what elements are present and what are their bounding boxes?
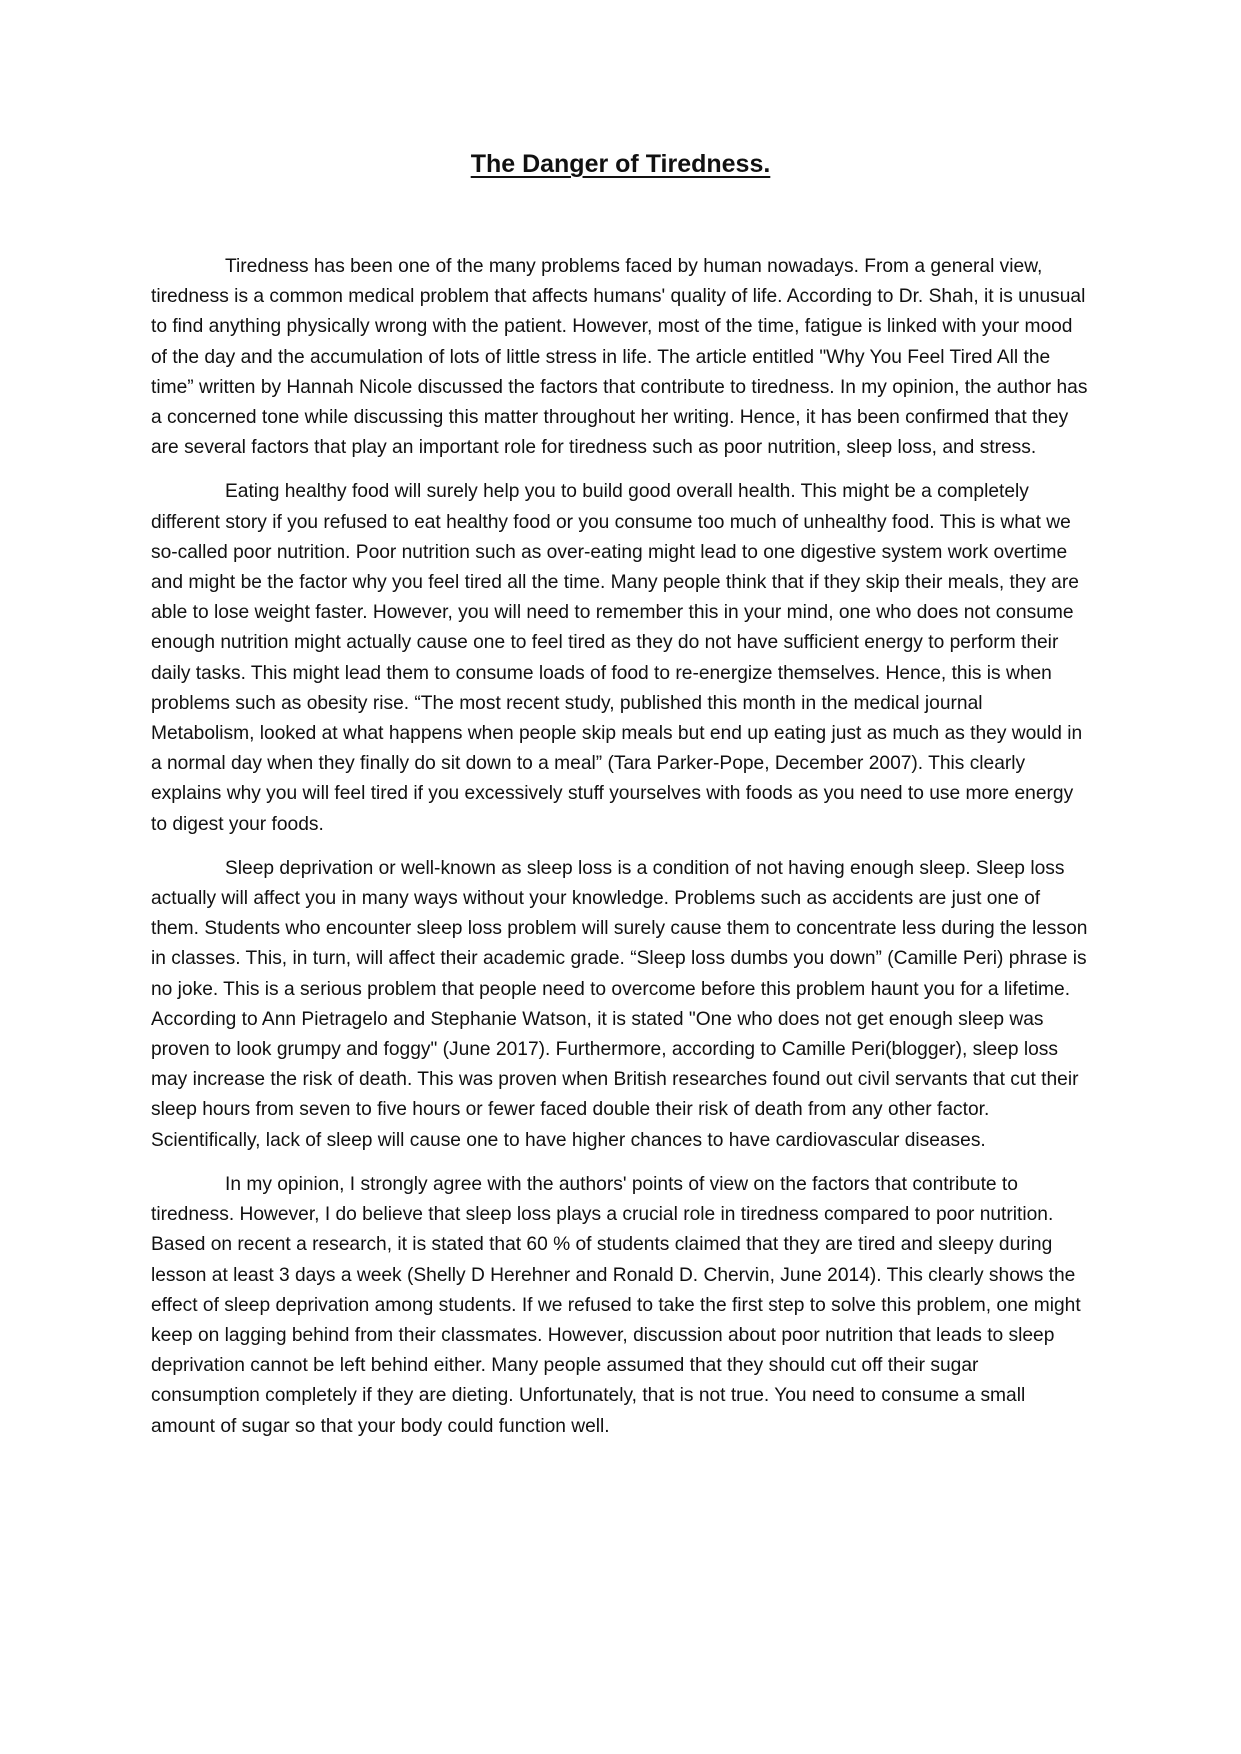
paragraph-poor-nutrition: Eating healthy food will surely help you to build good overall health. This might be a completely different story if you refused to eat healthy food or you consume too much of unhealthy food. This is what we so-called poor nutrition. Poor nutrition such as over-eating might lead to one digestive system work overtime and might be the factor why you feel tired all the time. Many people think that if they skip their meals, they are able to lose weight faster. However, you will need to remember this in your mind, one who does not consume enough nutrition might actually cause one to feel tired as they do not have sufficient energy to perform their daily tasks. This might lead them to consume loads of food to re-energize themselves. Hence, this is when problems such as obesity rise. “The most recent study, published this month in the medical journal Metabolism, looked at what happens when people skip meals but end up eating just as much as they would in a normal day when they finally do sit down to a meal” (Tara Parker-Pope, December 2007). This clearly explains why you will feel tired if you excessively stuff yourselves with foods as you need to use more energy to digest your foods. bbox=[151, 481, 1083, 835]
paragraph-opinion: In my opinion, I strongly agree with the authors' points of view on the factors that contribute to tiredness. However, I do believe that sleep loss plays a crucial role in tiredness compared to poor nutrition. Based on recent a research, it is stated that 60 % of students claimed that they are tired and sleepy during lesson at least 3 days a week (Shelly D Herehner and Ronald D. Chervin, June 2014). This clearly shows the effect of sleep deprivation among students. If we refused to take the first step to solve this problem, one might keep on lagging behind from their classmates. However, discussion about poor nutrition that leads to sleep deprivation cannot be left behind either. Many people assumed that they should cut off their sugar consumption completely if they are dieting. Unfortunately, that is not true. You need to consume a small amount of sugar so that your body could function well. bbox=[151, 1173, 1081, 1437]
document-body bbox=[151, 252, 1091, 1456]
paragraph-sleep-loss: Sleep deprivation or well-known as sleep loss is a condition of not having enough sleep. Sleep loss actually will affect you in many ways without your knowledge. Problems such as accidents are just one of them. Students who encounter sleep loss problem will surely cause them to concentrate less during the lesson in classes. This, in turn, will affect their academic grade. “Sleep loss dumbs you down” (Camille Peri) phrase is no joke. This is a serious problem that people need to overcome before this problem haunt you for a lifetime. According to Ann Pietragelo and Stephanie Watson, it is stated "One who does not get enough sleep was proven to look grumpy and foggy" (June 2017). Furthermore, according to Camille Peri(blogger), sleep loss may increase the risk of death. This was proven when British researches found out civil servants that cut their sleep hours from seven to five hours or fewer faced double their risk of death from any other factor. Scientifically, lack of sleep will cause one to have higher chances to have cardiovascular diseases. bbox=[151, 857, 1088, 1151]
document-title: The Danger of Tiredness. bbox=[470, 150, 771, 178]
paragraph-intro: Tiredness has been one of the many problems faced by human nowadays. From a general view, tiredness is a common medical problem that affects humans' quality of life. According to Dr. Shah, it is unusual to find anything physically wrong with the patient. However, most of the time, fatigue is linked with your mood of the day and the accumulation of lots of little stress in life. The article entitled "Why You Feel Tired All the time” written by Hannah Nicole discussed the factors that contribute to tiredness. In my opinion, the author has a concerned tone while discussing this matter throughout her writing. Hence, it has been confirmed that they are several factors that play an important role for tiredness such as poor nutrition, sleep loss, and stress. bbox=[151, 256, 1088, 459]
